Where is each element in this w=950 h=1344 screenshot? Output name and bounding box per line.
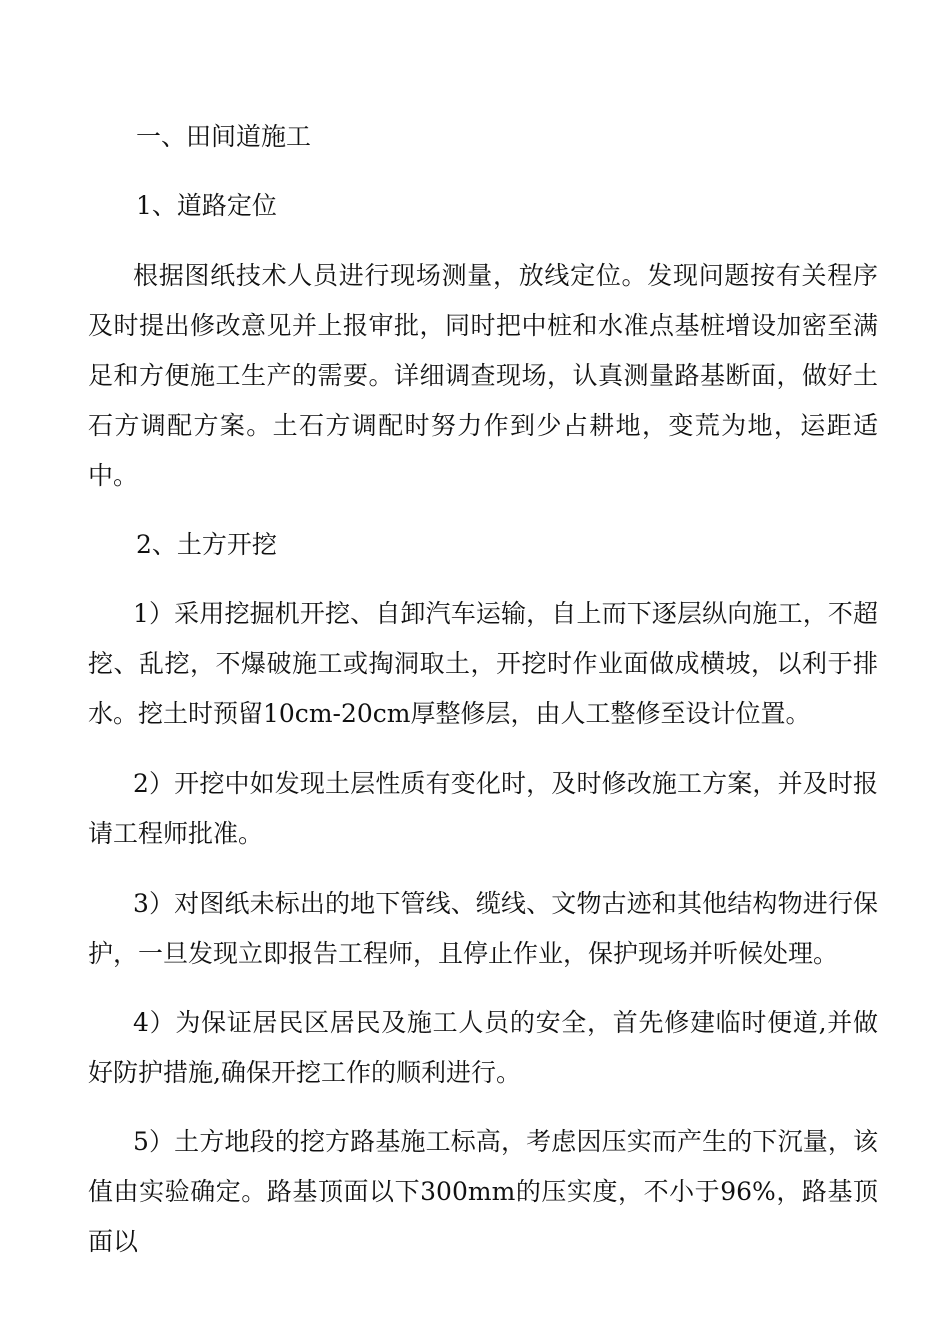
- list-item-compaction: 5）土方地段的挖方路基施工标高，考虑因压实而产生的下沉量，该值由实验确定。路基顶面以下300mm的压实度，不小于96%，路基顶面以: [88, 1127, 878, 1256]
- list-item-excavation-method: 1）采用挖掘机开挖、自卸汽车运输，自上而下逐层纵向施工，不超挖、乱挖，不爆破施工或掏洞取土，开挖时作业面做成横坡，以利于排水。挖土时预留10cm-20cm厚整修层，由人工整修至设计位置。: [88, 599, 878, 728]
- section-title: 一、田间道施工: [136, 122, 312, 151]
- subsection-title-positioning: 1、道路定位: [136, 191, 277, 220]
- document-body: [88, 112, 878, 1267]
- list-item-safety-measures: 4）为保证居民区居民及施工人员的安全，首先修建临时便道,并做好防护措施,确保开挖工作的顺利进行。: [88, 1008, 878, 1087]
- list-item-underground-protection: 3）对图纸未标出的地下管线、缆线、文物古迹和其他结构物进行保护，一旦发现立即报告工程师，且停止作业，保护现场并听候处理。: [88, 889, 878, 968]
- subsection-title-earthwork: 2、土方开挖: [136, 530, 277, 559]
- paragraph-positioning: 根据图纸技术人员进行现场测量，放线定位。发现问题按有关程序及时提出修改意见并上报审批，同时把中桩和水准点基桩增设加密至满足和方便施工生产的需要。详细调查现场，认真测量路基断面，做好土石方调配方案。土石方调配时努力作到少占耕地，变荒为地，运距适中。: [88, 261, 878, 490]
- list-item-soil-change: 2）开挖中如发现土层性质有变化时，及时修改施工方案，并及时报请工程师批准。: [88, 769, 878, 848]
